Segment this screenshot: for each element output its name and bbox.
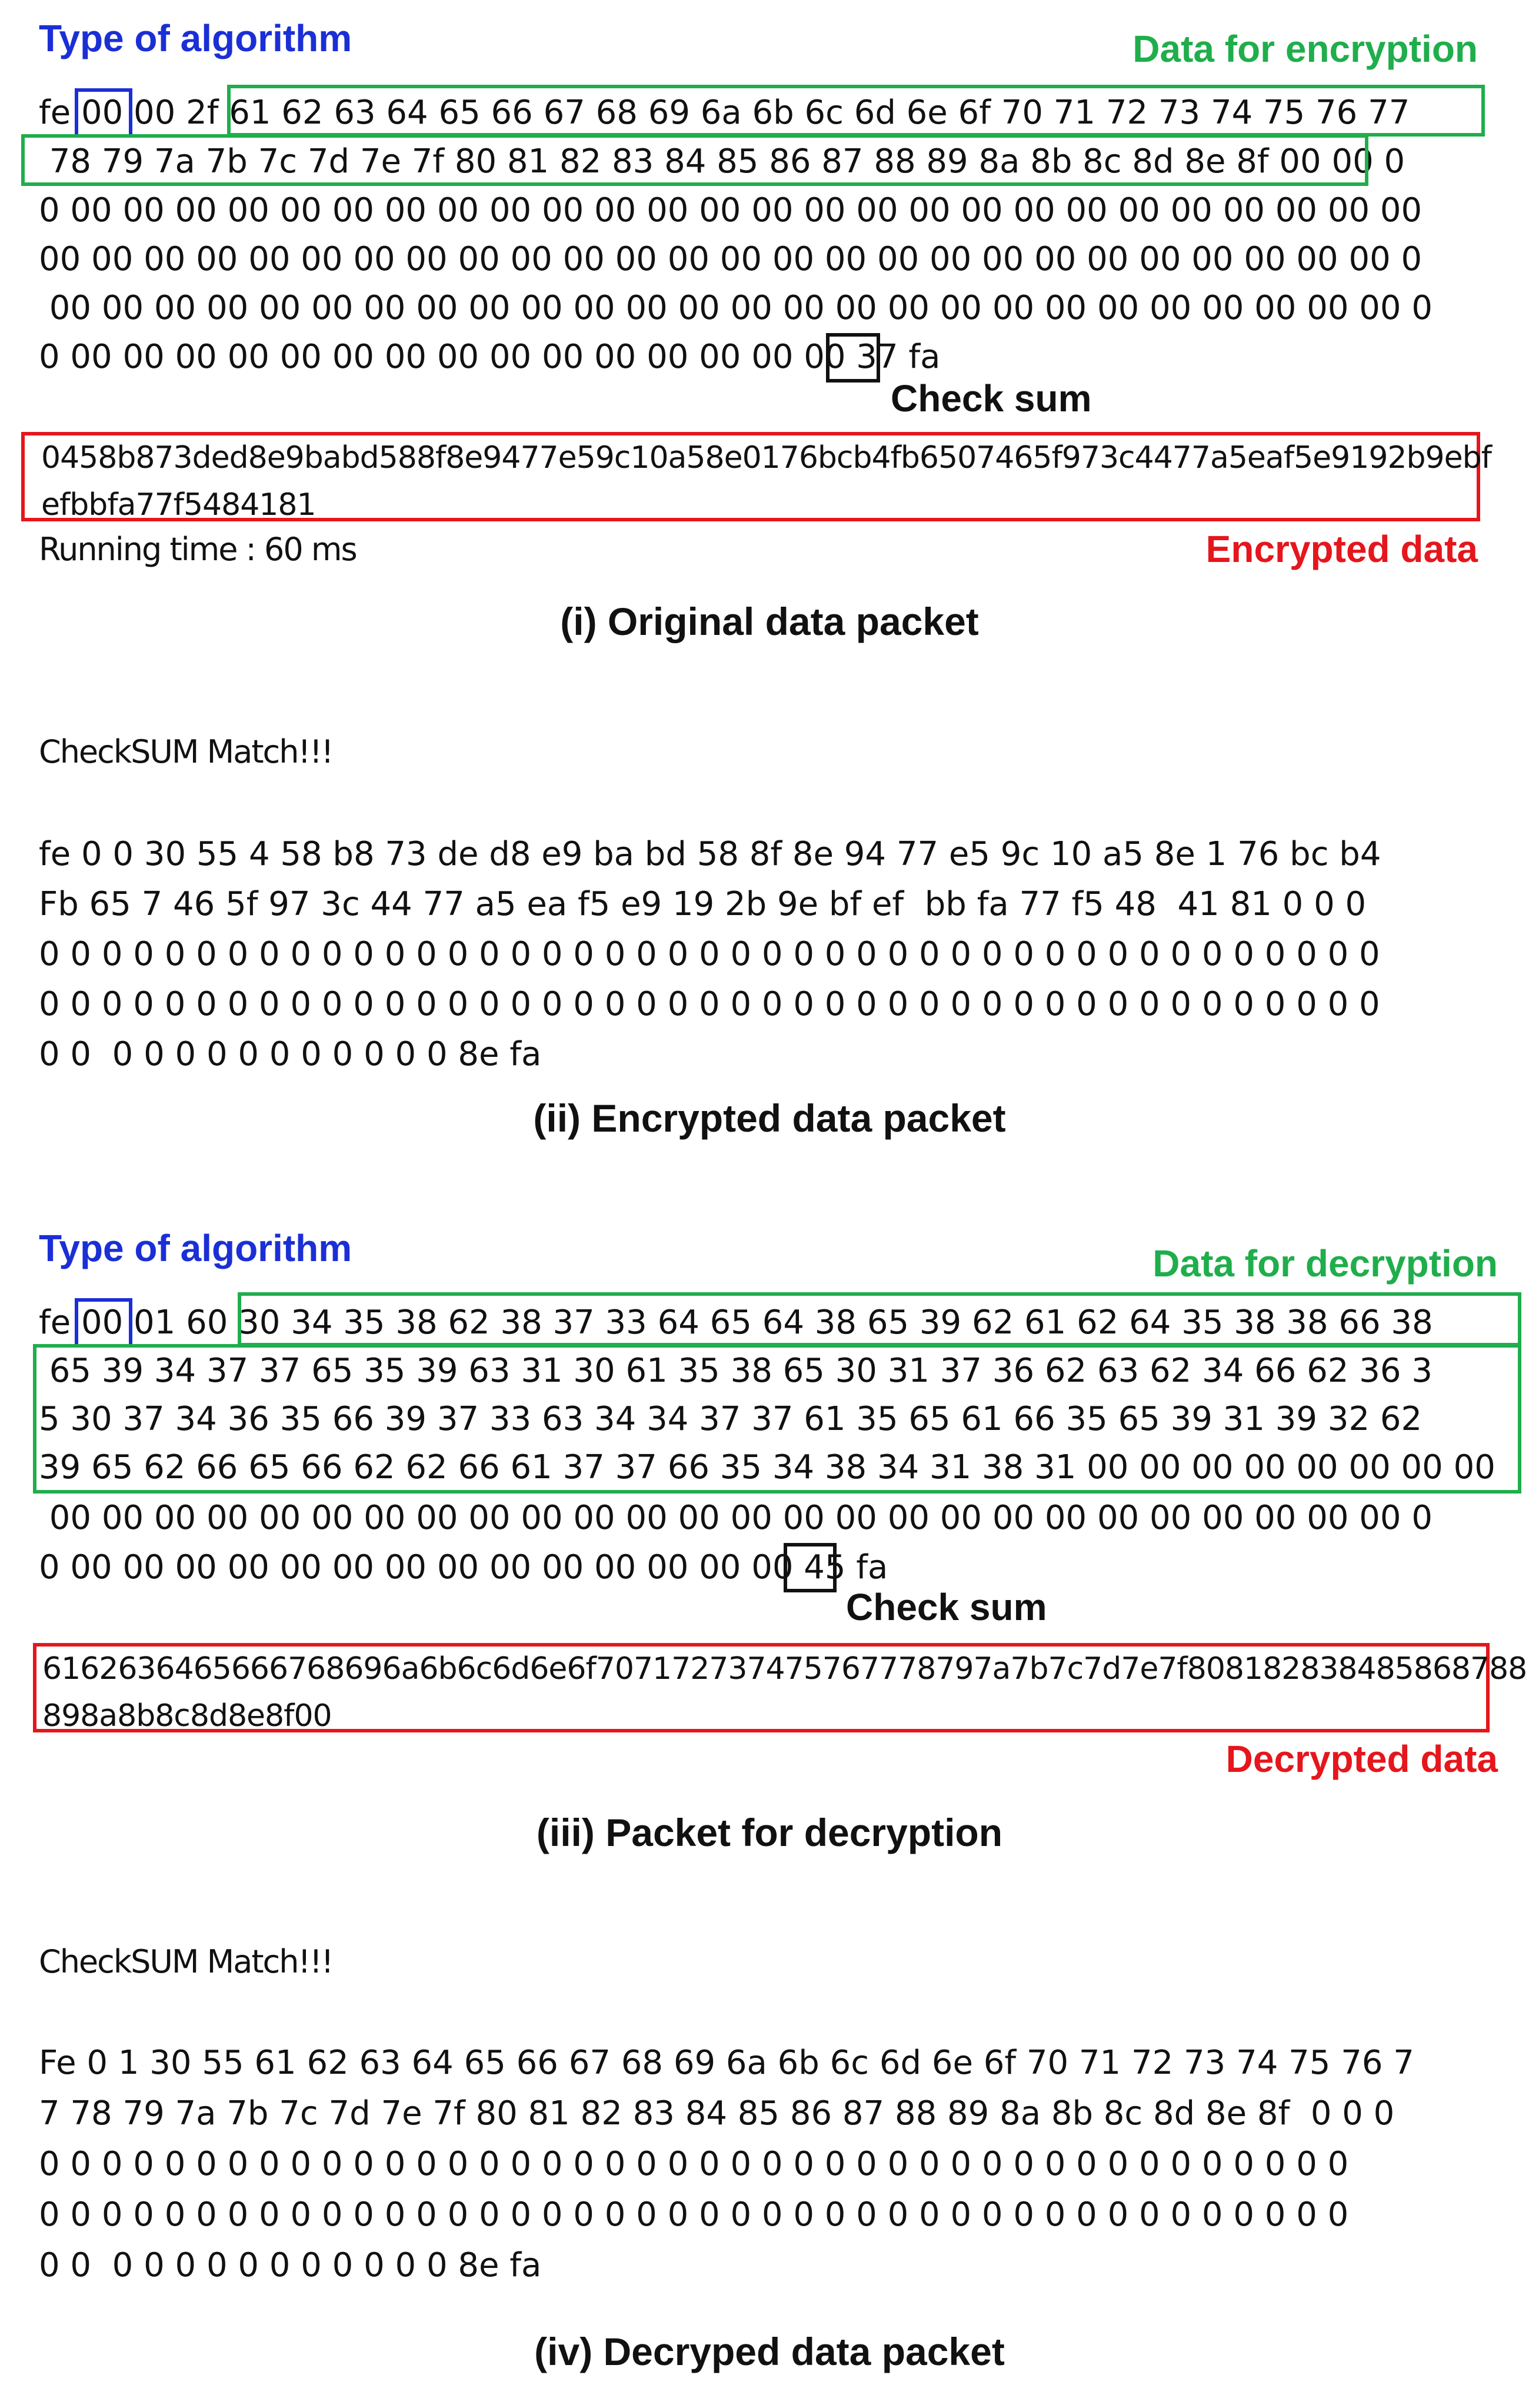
encryption-data-highlight-row2	[21, 134, 1368, 186]
hex-line: 0 0 0 0 0 0 0 0 0 0 0 0 0 0 0 0 0 0 0 0 0 0 0 0 0 0 0 0 0 0 0 0 0 0 0 0 0 0 0 0 0 0	[39, 2145, 1349, 2183]
hex-line: 0 0 0 0 0 0 0 0 0 0 0 0 0 0 0 0 0 0 0 0 0 0 0 0 0 0 0 0 0 0 0 0 0 0 0 0 0 0 0 0 0 0	[39, 2196, 1349, 2234]
hex-line: 0 0 0 0 0 0 0 0 0 0 0 0 0 8e fa	[39, 1035, 542, 1073]
decryption-data-highlight-row1	[238, 1292, 1521, 1346]
hex-line: 78 79 7a 7b 7c 7d 7e 7f 80 81 82 83 84 85 86 87 88 89 8a 8b 8c 8d 8e 8f 00 00 0	[39, 142, 1405, 181]
decrypted-data-box	[33, 1643, 1527, 1734]
type-of-algorithm-label: Type of algorithm	[39, 1227, 352, 1269]
type-of-algorithm-label: Type of algorithm	[39, 17, 352, 59]
checksum-label: Check sum	[846, 1586, 1047, 1628]
hex-line: 5 30 37 34 36 35 66 39 37 33 63 34 34 37 37 61 35 65 61 66 35 65 39 31 39 32 62	[39, 1400, 1423, 1438]
checksum-status: CheckSUM Match!!!	[39, 1943, 333, 1980]
running-time: Running time : 60 ms	[39, 531, 357, 568]
hex-line: fe 0 0 30 55 4 58 b8 73 de d8 e9 ba bd 58 8f 8e 94 77 e5 9c 10 a5 8e 1 76 bc b4	[39, 835, 1381, 873]
hex-line: 0 00 00 00 00 00 00 00 00 00 00 00 00 00 00 45 fa	[39, 1548, 888, 1587]
algorithm-type-highlight	[75, 88, 132, 138]
hex-line: Fe 0 1 30 55 61 62 63 64 65 66 67 68 69 6a 6b 6c 6d 6e 6f 70 71 72 73 74 75 76 7	[39, 2044, 1414, 2082]
caption-original-packet: (i) Original data packet	[560, 600, 979, 643]
hex-line: 0 00 00 00 00 00 00 00 00 00 00 00 00 00 00 00 00 00 00 00 00 00 00 00 00 00 00	[39, 191, 1423, 230]
algorithm-type-highlight	[75, 1298, 132, 1348]
encrypted-data-box	[21, 432, 1491, 523]
checksum-highlight	[784, 1543, 837, 1592]
hex-line: 00 00 00 00 00 00 00 00 00 00 00 00 00 00 00 00 00 00 00 00 00 00 00 00 00 00 0	[39, 289, 1433, 327]
data-for-encryption-label: Data for encryption	[1132, 28, 1478, 70]
hex-line: fe 00 01 60 30 34 35 38 62 38 37 33 64 65 64 38 65 39 62 61 62 64 35 38 38 66 38	[39, 1303, 1433, 1342]
hex-line: fe 00 00 2f 61 62 63 64 65 66 67 68 69 6a 6b 6c 6d 6e 6f 70 71 72 73 74 75 76 77	[39, 94, 1410, 132]
hex-line: 65 39 34 37 37 65 35 39 63 31 30 61 35 38 65 30 31 37 36 62 63 62 34 66 62 36 3	[39, 1352, 1433, 1390]
decryption-data-highlight-block	[33, 1344, 1521, 1494]
checksum-label: Check sum	[891, 377, 1092, 420]
caption-decryption-packet: (iii) Packet for decryption	[536, 1811, 1003, 1854]
hex-line: 0 0 0 0 0 0 0 0 0 0 0 0 0 0 0 0 0 0 0 0 0 0 0 0 0 0 0 0 0 0 0 0 0 0 0 0 0 0 0 0 0 0 0	[39, 985, 1380, 1023]
hex-line: 0 00 00 00 00 00 00 00 00 00 00 00 00 00 00 00 37 fa	[39, 338, 941, 376]
caption-decrypted-packet: (iv) Decryped data packet	[534, 2330, 1005, 2373]
hex-line: 00 00 00 00 00 00 00 00 00 00 00 00 00 00 00 00 00 00 00 00 00 00 00 00 00 00 0	[39, 1499, 1433, 1537]
encrypted-data-text: 0458b873ded8e9babd588f8e9477e59c10a58e0176bcb4fb6507465f973c4477a5eaf5e9192b9ebf efbbfa77f5484181	[41, 440, 1491, 523]
encryption-data-highlight-row1	[227, 85, 1485, 137]
caption-encrypted-packet: (ii) Encrypted data packet	[533, 1096, 1006, 1140]
hex-line: 7 78 79 7a 7b 7c 7d 7e 7f 80 81 82 83 84 85 86 87 88 89 8a 8b 8c 8d 8e 8f 0 0 0	[39, 2094, 1395, 2133]
hex-line: 0 0 0 0 0 0 0 0 0 0 0 0 0 8e fa	[39, 2246, 542, 2284]
hex-line: 00 00 00 00 00 00 00 00 00 00 00 00 00 00 00 00 00 00 00 00 00 00 00 00 00 00 0	[39, 240, 1423, 278]
hex-line: 39 65 62 66 65 66 62 62 66 61 37 37 66 35 34 38 34 31 38 31 00 00 00 00 00 00 00 00	[39, 1448, 1495, 1486]
checksum-status: CheckSUM Match!!!	[39, 733, 333, 770]
checksum-highlight	[826, 333, 880, 383]
decrypted-data-text: 6162636465666768696a6b6c6d6e6f707172737475767778797a7b7c7d7e7f808182838485868788 898a8b8c8d8e8f00	[42, 1651, 1527, 1734]
data-for-decryption-label: Data for decryption	[1152, 1242, 1498, 1285]
decrypted-data-label: Decrypted data	[1225, 1738, 1498, 1780]
encrypted-data-label: Encrypted data	[1205, 528, 1478, 570]
hex-line: 0 0 0 0 0 0 0 0 0 0 0 0 0 0 0 0 0 0 0 0 0 0 0 0 0 0 0 0 0 0 0 0 0 0 0 0 0 0 0 0 0 0 0	[39, 935, 1380, 973]
hex-line: Fb 65 7 46 5f 97 3c 44 77 a5 ea f5 e9 19 2b 9e bf ef bb fa 77 f5 48 41 81 0 0 0	[39, 885, 1367, 923]
